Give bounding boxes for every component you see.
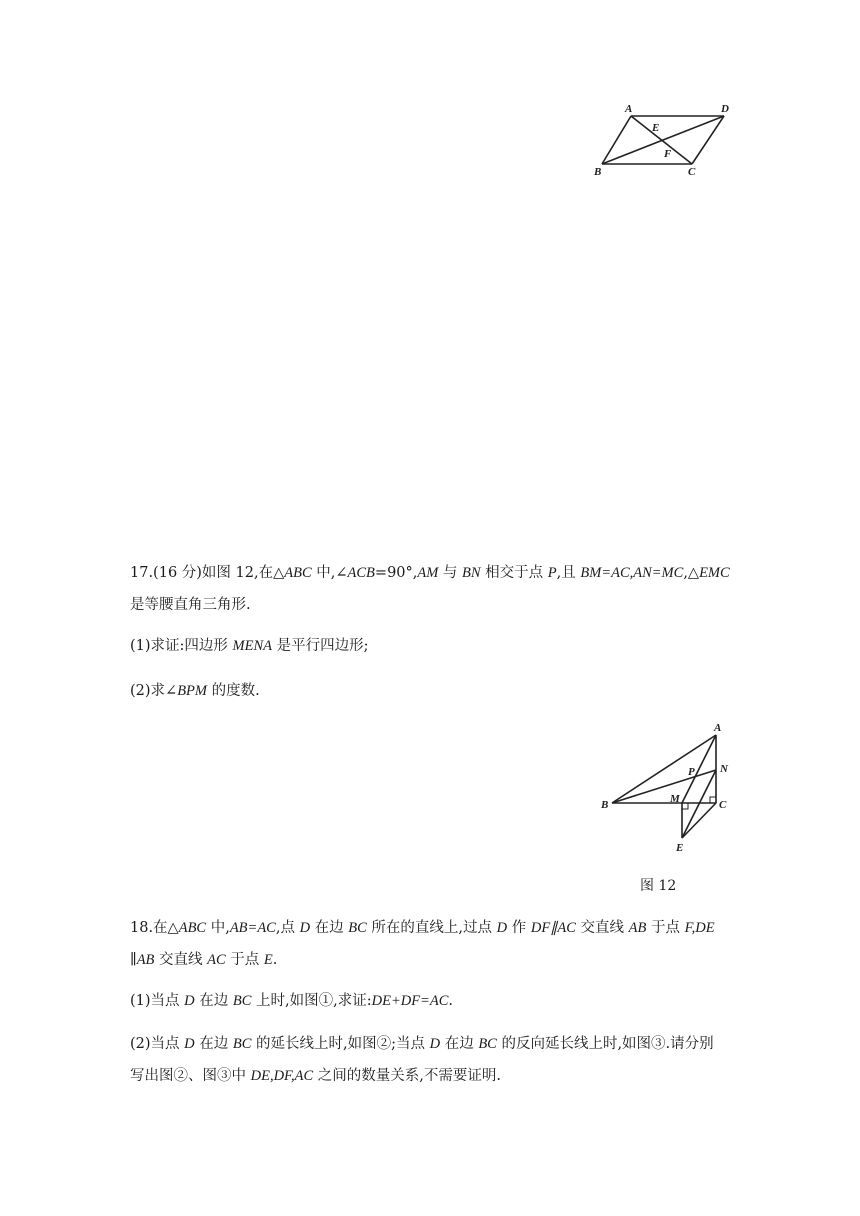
label-f: F [664, 148, 672, 160]
text: 写出图②、图③中 [130, 1068, 251, 1084]
text: 上时,如图①,求证: [251, 993, 372, 1009]
label-a: A [625, 103, 633, 115]
math-text: AC [207, 952, 226, 968]
right-angle-mark-c [710, 797, 716, 803]
label-c: C [688, 166, 696, 178]
math-text: BC [478, 1036, 497, 1052]
text: 18.在△ [130, 920, 179, 936]
math-text: ABC [178, 920, 207, 936]
text: 在边 [310, 920, 349, 936]
text: 的延长线上时,如图②;当点 [251, 1036, 430, 1052]
math-text: D [184, 993, 195, 1009]
text: 与 [438, 565, 463, 581]
text: . [448, 993, 453, 1009]
math-text: BN [462, 565, 481, 581]
text: 中, [206, 920, 230, 936]
text: ,△ [683, 565, 700, 581]
problem-18-statement [130, 912, 730, 976]
math-text: BC [348, 920, 367, 936]
text: 的反向延长线上时,如图③.请分别 [496, 1036, 714, 1052]
right-angle-mark-m [682, 803, 688, 809]
label-a-12: A [714, 722, 722, 734]
math-text: AB [136, 952, 155, 968]
figure-12 [612, 735, 716, 838]
text: 交直线 [154, 952, 208, 968]
problem-18-question-1 [130, 985, 730, 1017]
text: (2)当点 [130, 1036, 185, 1052]
text: =90°, [374, 565, 418, 581]
text: 在边 [194, 993, 233, 1009]
text: 交直线 [575, 920, 629, 936]
segment-ab [602, 116, 631, 164]
text: 中,∠ [311, 565, 348, 581]
label-p-12: P [688, 766, 695, 778]
math-text: AM [417, 565, 439, 581]
math-text: DE+DF=AC [371, 993, 449, 1009]
label-b: B [594, 166, 602, 178]
text: 是平行四边形; [272, 638, 369, 654]
problem-17-question-1 [130, 630, 730, 662]
segment-dc [692, 116, 724, 164]
figure-12-caption: 图 12 [640, 878, 677, 894]
label-m-12: M [670, 793, 680, 805]
text: ∥ [130, 952, 137, 968]
label-d: D [721, 103, 729, 115]
math-text: AB=AC [229, 920, 276, 936]
math-text: D [299, 920, 311, 936]
text: (1)当点 [130, 993, 185, 1009]
label-b-12: B [601, 799, 609, 811]
segment-en [682, 770, 716, 838]
label-n-12: N [720, 763, 728, 775]
math-text: ACB [347, 565, 375, 581]
text: ,点 [275, 920, 300, 936]
math-text: D [496, 920, 508, 936]
math-text: DF∥AC [530, 920, 576, 936]
problem-17-question-2 [130, 675, 730, 707]
math-text: D [429, 1036, 441, 1052]
text: 是等腰直角三角形. [130, 597, 251, 613]
math-text: BPM [177, 683, 207, 699]
label-e-12: E [676, 842, 684, 854]
text: (2)求∠ [130, 683, 178, 699]
label-e: E [652, 122, 660, 134]
text: 的度数. [207, 683, 260, 699]
segment-ba [612, 735, 716, 803]
label-c-12: C [719, 799, 727, 811]
segment-ec [682, 803, 716, 838]
math-text: MENA [232, 638, 273, 654]
math-text: BC [232, 993, 252, 1009]
problem-18-question-2 [130, 1028, 730, 1092]
math-text: DE,DF,AC [250, 1068, 314, 1084]
text: 17.(16 分)如图 12,在△ [130, 565, 285, 581]
text: 作 [507, 920, 531, 936]
math-text: EMC [699, 565, 730, 581]
segment-bn [612, 770, 716, 803]
math-text: F,DE [684, 920, 715, 936]
text: 在边 [194, 1036, 233, 1052]
text: 之间的数量关系,不需要证明. [313, 1068, 502, 1084]
text: ,且 [556, 565, 581, 581]
text: (1)求证:四边形 [130, 638, 233, 654]
text: 相交于点 [480, 565, 548, 581]
math-text: BM=AC,AN=MC [580, 565, 684, 581]
text: 所在的直线上,过点 [366, 920, 497, 936]
math-text: D [184, 1036, 195, 1052]
text: 于点 [225, 952, 264, 968]
segment-bd [602, 116, 724, 164]
math-text: AB [628, 920, 647, 936]
text: 于点 [646, 920, 685, 936]
math-text: ABC [284, 565, 312, 581]
math-text: P [547, 565, 557, 581]
text: . [272, 952, 278, 968]
math-text: E [263, 952, 273, 968]
math-text: BC [232, 1036, 252, 1052]
text: 在边 [440, 1036, 479, 1052]
problem-17-statement [130, 557, 730, 621]
